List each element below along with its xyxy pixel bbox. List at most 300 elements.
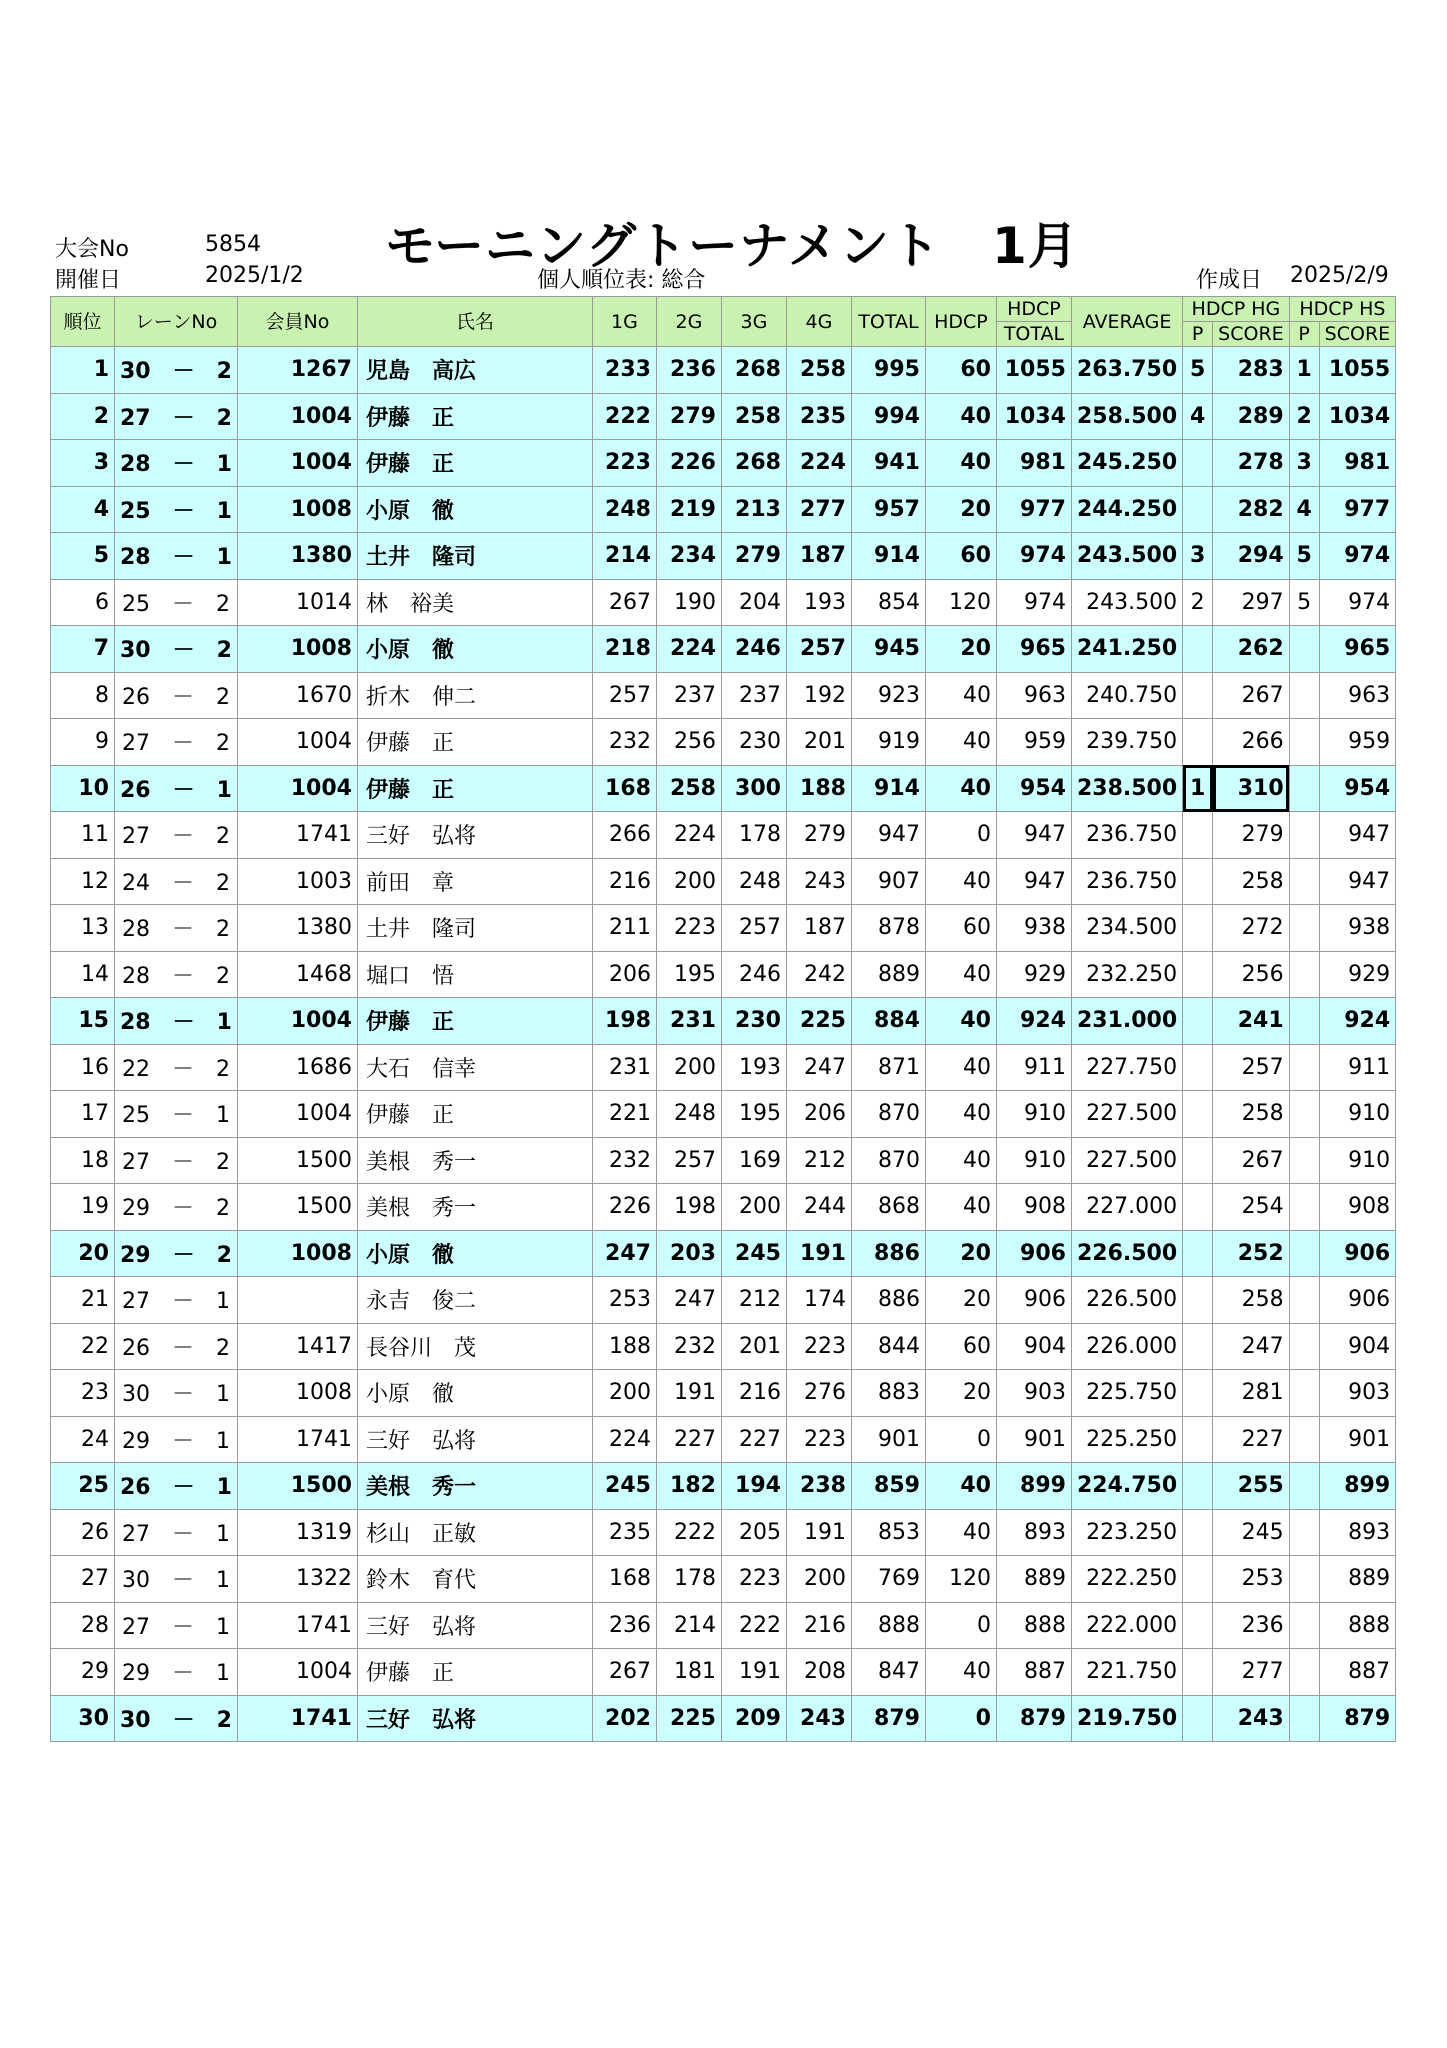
cell-g4: 187: [786, 905, 851, 952]
cell-rank: 30: [51, 1695, 115, 1742]
cell-rank: 12: [51, 858, 115, 905]
cell-hg-p: [1183, 1416, 1213, 1463]
cell-hdcp: 60: [925, 1323, 996, 1370]
cell-g3: 223: [721, 1556, 786, 1603]
table-row: [51, 1091, 1396, 1138]
lane-side: 2: [216, 638, 232, 664]
cell-rank: 5: [51, 533, 115, 580]
cell-hg-p: 3: [1183, 533, 1213, 580]
cell-g3: 195: [721, 1091, 786, 1138]
created-date: 2025/2/9: [1290, 263, 1389, 288]
tournament-no: 5854: [205, 232, 261, 257]
lane-side: 1: [215, 1103, 230, 1129]
cell-hg-p: [1183, 1649, 1213, 1696]
cell-g4: 192: [786, 672, 851, 719]
cell-total: 945: [851, 626, 925, 673]
cell-hs-score: 887: [1319, 1649, 1396, 1696]
cell-g1: 218: [592, 626, 656, 673]
cell-g1: 253: [592, 1277, 656, 1324]
cell-g1: 231: [592, 1044, 656, 1091]
cell-hdcp-total: 899: [996, 1463, 1071, 1510]
cell-rank: 7: [51, 626, 115, 673]
cell-lane: [115, 1137, 238, 1184]
cell-hg-score: 253: [1213, 1556, 1290, 1603]
lane-side: 1: [215, 1614, 230, 1640]
cell-hdcp: 60: [925, 905, 996, 952]
cell-hg-p: [1183, 812, 1213, 859]
cell-total: 769: [851, 1556, 925, 1603]
cell-total: 923: [851, 672, 925, 719]
cell-hg-score: 289: [1213, 393, 1290, 440]
cell-name: 土井 隆司: [357, 533, 592, 580]
cell-hg-score: 294: [1213, 533, 1290, 580]
cell-average: 241.250: [1071, 626, 1182, 673]
table-row: [51, 1416, 1396, 1463]
lane-side: 2: [215, 963, 230, 989]
cell-hg-score: 243: [1213, 1695, 1290, 1742]
lane-side: 1: [215, 1568, 230, 1594]
cell-member: 1741: [237, 1602, 357, 1649]
cell-g3: 248: [721, 858, 786, 905]
cell-g1: 221: [592, 1091, 656, 1138]
lane-side: 1: [216, 1475, 232, 1501]
cell-lane: [115, 1184, 238, 1231]
lane-number: 26: [120, 1475, 151, 1501]
cell-total: 914: [851, 765, 925, 812]
cell-member: 1319: [237, 1509, 357, 1556]
cell-hs-p: [1289, 1091, 1319, 1138]
cell-total: 878: [851, 905, 925, 952]
lane-number: 22: [121, 1056, 150, 1082]
lane-separator: －: [150, 1707, 217, 1733]
lane-number: 24: [121, 870, 150, 896]
lane-separator: －: [149, 1103, 216, 1129]
lane-separator: －: [149, 1289, 216, 1315]
cell-hg-score: 258: [1213, 858, 1290, 905]
cell-g1: 214: [592, 533, 656, 580]
event-date: 2025/1/2: [205, 263, 304, 288]
col-rank: 順位: [51, 297, 115, 347]
cell-g1: 211: [592, 905, 656, 952]
lane-number: 27: [121, 1289, 150, 1315]
cell-lane: [115, 1091, 238, 1138]
cell-member: 1008: [237, 486, 357, 533]
cell-hg-score: 241: [1213, 998, 1290, 1045]
cell-member: 1741: [237, 1695, 357, 1742]
cell-total: 994: [851, 393, 925, 440]
cell-g4: 243: [786, 1695, 851, 1742]
cell-hs-score: 893: [1319, 1509, 1396, 1556]
cell-lane: [115, 486, 238, 533]
cell-hs-score: 906: [1319, 1277, 1396, 1324]
cell-hdcp: 60: [925, 533, 996, 580]
cell-hg-p: [1183, 1230, 1213, 1277]
lane-side: 2: [216, 1242, 232, 1268]
cell-hg-score: 267: [1213, 672, 1290, 719]
lane-side: 1: [215, 1661, 230, 1687]
cell-hdcp: 20: [925, 486, 996, 533]
cell-name: 小原 徹: [357, 1370, 592, 1417]
table-row: [51, 672, 1396, 719]
cell-average: 234.500: [1071, 905, 1182, 952]
lane-side: 1: [215, 1521, 230, 1547]
cell-rank: 13: [51, 905, 115, 952]
cell-g4: 206: [786, 1091, 851, 1138]
cell-total: 907: [851, 858, 925, 905]
cell-hdcp: 40: [925, 858, 996, 905]
cell-average: 225.750: [1071, 1370, 1182, 1417]
lane-side: 1: [216, 452, 232, 478]
cell-total: 884: [851, 998, 925, 1045]
cell-name: 児島 高広: [357, 347, 592, 394]
col-average: AVERAGE: [1071, 297, 1182, 347]
cell-hs-p: 1: [1289, 347, 1319, 394]
table-row: [51, 905, 1396, 952]
lane-side: 2: [216, 405, 232, 431]
cell-hg-p: [1183, 1277, 1213, 1324]
cell-hs-score: 889: [1319, 1556, 1396, 1603]
cell-lane: [115, 1416, 238, 1463]
cell-hs-p: [1289, 626, 1319, 673]
cell-hs-score: 981: [1319, 440, 1396, 487]
cell-average: 236.750: [1071, 812, 1182, 859]
lane-number: 28: [120, 545, 151, 571]
cell-g4: 188: [786, 765, 851, 812]
cell-lane: [115, 1509, 238, 1556]
col-g2: 2G: [656, 297, 721, 347]
cell-g2: 219: [656, 486, 721, 533]
table-row: [51, 1695, 1396, 1742]
cell-hdcp-total: 947: [996, 858, 1071, 905]
cell-hg-p: [1183, 626, 1213, 673]
cell-total: 957: [851, 486, 925, 533]
cell-hs-p: [1289, 951, 1319, 998]
cell-total: 947: [851, 812, 925, 859]
cell-g2: 227: [656, 1416, 721, 1463]
cell-g2: 224: [656, 626, 721, 673]
cell-member: 1741: [237, 1416, 357, 1463]
lane-separator: －: [150, 452, 217, 478]
cell-g3: 246: [721, 951, 786, 998]
cell-hg-score: 310: [1213, 765, 1290, 812]
cell-hg-p: [1183, 1370, 1213, 1417]
cell-hg-score: 255: [1213, 1463, 1290, 1510]
col-hs: HDCP HS: [1289, 297, 1396, 322]
cell-hg-score: 258: [1213, 1277, 1290, 1324]
tournament-no-label: 大会No: [55, 237, 129, 262]
cell-lane: [115, 1277, 238, 1324]
lane-number: 28: [121, 963, 150, 989]
cell-total: 995: [851, 347, 925, 394]
cell-g4: 224: [786, 440, 851, 487]
cell-g1: 216: [592, 858, 656, 905]
cell-name: 杉山 正敏: [357, 1509, 592, 1556]
cell-g1: 232: [592, 1137, 656, 1184]
cell-hdcp: 20: [925, 1230, 996, 1277]
lane-separator: －: [149, 731, 216, 757]
lane-number: 27: [121, 1614, 150, 1640]
table-row: [51, 579, 1396, 626]
cell-g2: 225: [656, 1695, 721, 1742]
cell-g3: 246: [721, 626, 786, 673]
cell-member: 1003: [237, 858, 357, 905]
cell-total: 886: [851, 1277, 925, 1324]
cell-average: 223.250: [1071, 1509, 1182, 1556]
cell-hs-p: 2: [1289, 393, 1319, 440]
cell-name: 堀口 悟: [357, 951, 592, 998]
cell-lane: [115, 1044, 238, 1091]
cell-g2: 200: [656, 858, 721, 905]
cell-g1: 247: [592, 1230, 656, 1277]
cell-g4: 277: [786, 486, 851, 533]
lane-number: 27: [121, 1149, 150, 1175]
cell-hg-score: 247: [1213, 1323, 1290, 1370]
cell-hdcp: 40: [925, 1137, 996, 1184]
cell-g1: 200: [592, 1370, 656, 1417]
table-row: [51, 1230, 1396, 1277]
cell-rank: 28: [51, 1602, 115, 1649]
cell-total: 883: [851, 1370, 925, 1417]
cell-g2: 224: [656, 812, 721, 859]
cell-g1: 236: [592, 1602, 656, 1649]
cell-hg-p: [1183, 672, 1213, 719]
cell-hg-p: 2: [1183, 579, 1213, 626]
cell-name: 伊藤 正: [357, 1091, 592, 1138]
cell-lane: [115, 1695, 238, 1742]
lane-number: 25: [121, 591, 150, 617]
lane-separator: －: [149, 1521, 216, 1547]
cell-average: 239.750: [1071, 719, 1182, 766]
table-row: [51, 1556, 1396, 1603]
cell-hg-score: 297: [1213, 579, 1290, 626]
cell-hg-score: 272: [1213, 905, 1290, 952]
table-row: [51, 998, 1396, 1045]
cell-g4: 187: [786, 533, 851, 580]
cell-hdcp-total: 981: [996, 440, 1071, 487]
cell-hs-score: 906: [1319, 1230, 1396, 1277]
cell-hs-score: 959: [1319, 719, 1396, 766]
lane-number: 30: [120, 638, 151, 664]
cell-g2: 214: [656, 1602, 721, 1649]
cell-g1: 257: [592, 672, 656, 719]
lane-side: 2: [215, 591, 230, 617]
cell-hdcp: 20: [925, 626, 996, 673]
cell-name: 伊藤 正: [357, 440, 592, 487]
cell-lane: [115, 1230, 238, 1277]
cell-hs-p: [1289, 1556, 1319, 1603]
cell-hdcp: 40: [925, 1463, 996, 1510]
cell-average: 225.250: [1071, 1416, 1182, 1463]
lane-separator: －: [149, 917, 216, 943]
cell-lane: [115, 1556, 238, 1603]
table-row: [51, 626, 1396, 673]
cell-name: 三好 弘将: [357, 812, 592, 859]
cell-hg-score: 267: [1213, 1137, 1290, 1184]
cell-g2: 256: [656, 719, 721, 766]
cell-name: 伊藤 正: [357, 765, 592, 812]
cell-hdcp-total: 1055: [996, 347, 1071, 394]
col-hs-score: SCORE: [1319, 322, 1396, 347]
cell-hs-p: 5: [1289, 579, 1319, 626]
lane-number: 30: [121, 1382, 150, 1408]
cell-total: 847: [851, 1649, 925, 1696]
lane-side: 2: [215, 1196, 230, 1222]
lane-separator: －: [149, 1568, 216, 1594]
cell-hs-p: [1289, 1649, 1319, 1696]
cell-name: 永吉 俊二: [357, 1277, 592, 1324]
lane-number: 25: [121, 1103, 150, 1129]
lane-number: 26: [120, 777, 151, 803]
cell-g3: 245: [721, 1230, 786, 1277]
cell-g4: 191: [786, 1230, 851, 1277]
lane-number: 29: [121, 1661, 150, 1687]
cell-g2: 279: [656, 393, 721, 440]
cell-hg-p: [1183, 1323, 1213, 1370]
cell-hdcp-total: 901: [996, 1416, 1071, 1463]
cell-g1: 233: [592, 347, 656, 394]
cell-hs-score: 911: [1319, 1044, 1396, 1091]
cell-hdcp: 40: [925, 765, 996, 812]
cell-average: 258.500: [1071, 393, 1182, 440]
created-label: 作成日: [1196, 268, 1263, 293]
cell-name: 伊藤 正: [357, 1649, 592, 1696]
col-name: 氏名: [357, 297, 592, 347]
cell-g2: 257: [656, 1137, 721, 1184]
cell-hg-p: [1183, 1556, 1213, 1603]
cell-hs-score: 1055: [1319, 347, 1396, 394]
cell-total: 871: [851, 1044, 925, 1091]
cell-hg-p: [1183, 1091, 1213, 1138]
ranking-table: [50, 296, 1396, 1742]
cell-hdcp-total: 1034: [996, 393, 1071, 440]
cell-hs-score: 974: [1319, 533, 1396, 580]
lane-separator: －: [149, 1056, 216, 1082]
cell-hdcp-total: 879: [996, 1695, 1071, 1742]
cell-hs-p: [1289, 719, 1319, 766]
cell-hs-score: 879: [1319, 1695, 1396, 1742]
cell-member: 1686: [237, 1044, 357, 1091]
table-row: [51, 393, 1396, 440]
ranking-rows: [51, 347, 1396, 1742]
cell-g3: 300: [721, 765, 786, 812]
cell-g2: 234: [656, 533, 721, 580]
cell-hdcp-total: 888: [996, 1602, 1071, 1649]
cell-hg-p: [1183, 998, 1213, 1045]
lane-separator: －: [149, 591, 216, 617]
cell-hg-score: 277: [1213, 1649, 1290, 1696]
cell-g3: 230: [721, 998, 786, 1045]
cell-g4: 174: [786, 1277, 851, 1324]
cell-hg-p: [1183, 1602, 1213, 1649]
cell-name: 三好 弘将: [357, 1695, 592, 1742]
cell-g3: 191: [721, 1649, 786, 1696]
page-title: モーニングトーナメント 1月: [385, 217, 1079, 275]
cell-g2: 226: [656, 440, 721, 487]
cell-member: 1267: [237, 347, 357, 394]
cell-hdcp-total: 908: [996, 1184, 1071, 1231]
cell-g2: 231: [656, 998, 721, 1045]
lane-side: 2: [216, 1707, 232, 1733]
lane-side: 2: [216, 359, 232, 385]
table-row: [51, 486, 1396, 533]
cell-hs-p: [1289, 812, 1319, 859]
cell-g4: 238: [786, 1463, 851, 1510]
table-row: [51, 1370, 1396, 1417]
cell-hdcp: 40: [925, 1649, 996, 1696]
cell-g3: 205: [721, 1509, 786, 1556]
col-g1: 1G: [592, 297, 656, 347]
cell-hg-score: 278: [1213, 440, 1290, 487]
cell-hs-score: 924: [1319, 998, 1396, 1045]
cell-member: 1380: [237, 905, 357, 952]
cell-g1: 267: [592, 579, 656, 626]
cell-total: 854: [851, 579, 925, 626]
cell-hg-p: [1183, 1463, 1213, 1510]
cell-hg-score: 283: [1213, 347, 1290, 394]
cell-member: 1004: [237, 393, 357, 440]
cell-lane: [115, 719, 238, 766]
cell-hs-p: [1289, 1416, 1319, 1463]
cell-average: 222.000: [1071, 1602, 1182, 1649]
cell-hdcp-total: 889: [996, 1556, 1071, 1603]
cell-g1: 226: [592, 1184, 656, 1231]
lane-separator: －: [149, 1428, 216, 1454]
cell-hs-p: [1289, 858, 1319, 905]
cell-hg-score: 281: [1213, 1370, 1290, 1417]
cell-hdcp-total: 959: [996, 719, 1071, 766]
cell-hs-p: [1289, 1184, 1319, 1231]
cell-g4: 216: [786, 1602, 851, 1649]
lane-side: 2: [215, 1056, 230, 1082]
cell-member: 1500: [237, 1463, 357, 1510]
lane-side: 1: [216, 498, 232, 524]
cell-g1: 232: [592, 719, 656, 766]
cell-average: 226.500: [1071, 1230, 1182, 1277]
cell-lane: [115, 951, 238, 998]
cell-average: 245.250: [1071, 440, 1182, 487]
cell-hg-score: 258: [1213, 1091, 1290, 1138]
lane-separator: －: [150, 405, 217, 431]
cell-name: 伊藤 正: [357, 719, 592, 766]
cell-member: 1670: [237, 672, 357, 719]
cell-name: 大石 信幸: [357, 1044, 592, 1091]
cell-rank: 3: [51, 440, 115, 487]
table-row: [51, 1277, 1396, 1324]
cell-average: 226.000: [1071, 1323, 1182, 1370]
cell-g3: 230: [721, 719, 786, 766]
cell-hdcp: 60: [925, 347, 996, 394]
cell-g2: 248: [656, 1091, 721, 1138]
cell-hg-p: [1183, 440, 1213, 487]
cell-hdcp: 40: [925, 1044, 996, 1091]
cell-hg-p: 5: [1183, 347, 1213, 394]
cell-hdcp-total: 910: [996, 1137, 1071, 1184]
cell-hs-p: [1289, 765, 1319, 812]
cell-g2: 195: [656, 951, 721, 998]
cell-g3: 194: [721, 1463, 786, 1510]
cell-rank: 17: [51, 1091, 115, 1138]
cell-hg-score: 227: [1213, 1416, 1290, 1463]
cell-hg-score: 236: [1213, 1602, 1290, 1649]
cell-hdcp: 20: [925, 1277, 996, 1324]
table-row: [51, 1463, 1396, 1510]
cell-rank: 11: [51, 812, 115, 859]
cell-hdcp: 40: [925, 998, 996, 1045]
cell-hdcp-total: 903: [996, 1370, 1071, 1417]
cell-lane: [115, 393, 238, 440]
cell-hs-p: [1289, 1602, 1319, 1649]
lane-separator: －: [149, 963, 216, 989]
